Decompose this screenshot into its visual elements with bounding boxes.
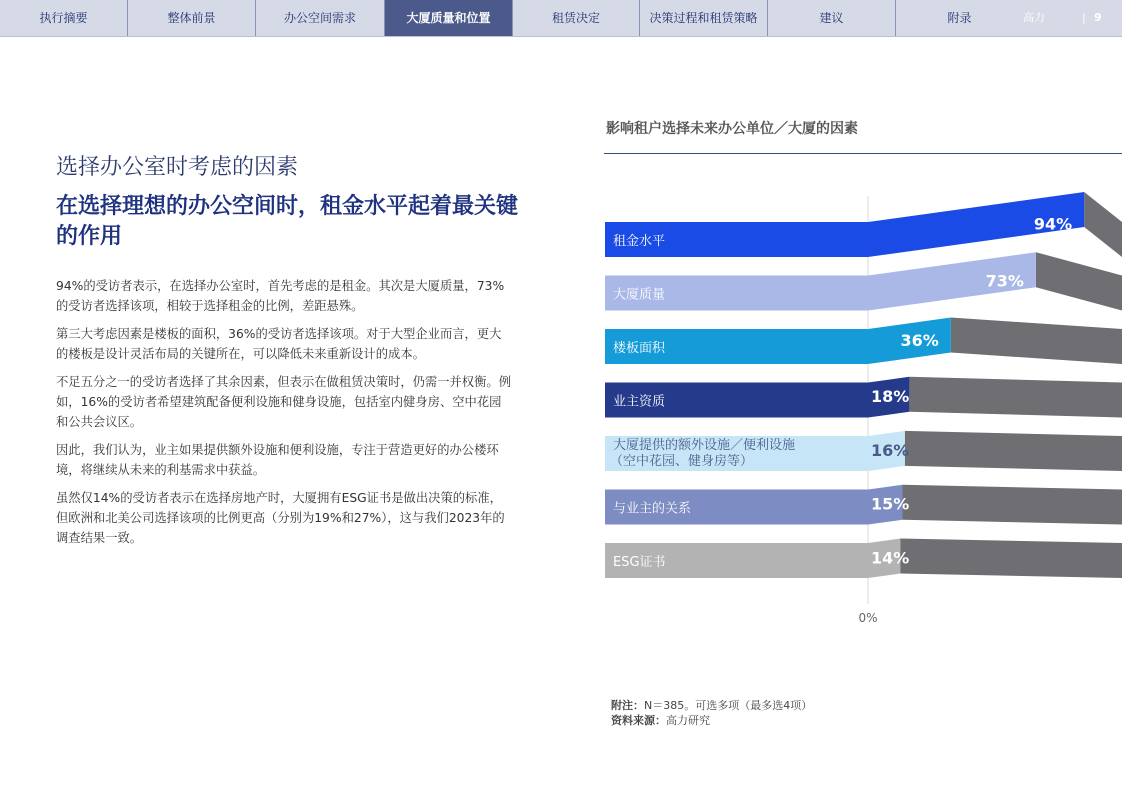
tab-7[interactable]: 建议 <box>768 0 896 36</box>
category-label: 大厦提供的额外设施／便利设施 <box>613 438 796 453</box>
tab-4[interactable]: 大厦质量和位置 <box>385 0 513 36</box>
value-label: 14% <box>871 548 910 568</box>
chart-title: 影响租户选择未来办公单位／大厦的因素 <box>606 121 858 137</box>
tab-8[interactable]: 附录 <box>947 11 972 25</box>
value-label: 94% <box>1033 214 1073 234</box>
category-label: 业主资质 <box>613 394 666 410</box>
bar-side-face <box>1036 252 1122 310</box>
tab-2[interactable]: 整体前景 <box>128 0 256 36</box>
category-label-line2: （空中花园、健身房等） <box>610 454 754 469</box>
note-text: N＝385。可选多项（最多选4项） <box>644 699 813 712</box>
bar-side-face <box>1084 192 1122 257</box>
brand-name: 高力 <box>1023 11 1045 24</box>
value-label: 18% <box>871 387 910 407</box>
value-label: 73% <box>985 271 1024 291</box>
category-label: 大厦质量 <box>613 287 666 303</box>
category-label: ESG证书 <box>613 555 666 570</box>
bar-side-face <box>905 431 1122 471</box>
source-text: 高力研究 <box>666 714 710 727</box>
value-label: 16% <box>871 440 910 460</box>
value-label: 36% <box>900 330 939 350</box>
value-label: 15% <box>871 494 910 514</box>
page-separator: | <box>1082 11 1086 24</box>
bar-side-face <box>951 318 1122 364</box>
category-label: 租金水平 <box>613 234 666 249</box>
body-paragraph: 虽然仅14%的受访者表示在选择房地产时，大厦拥有ESG证书是做出决策的标准，但欧洲和北美公司选择该项的比例更高（分别为19%和27%），这与我们2023年的调查结果一致。 <box>56 491 505 545</box>
bar-side-face <box>909 377 1122 418</box>
category-label: 与业主的关系 <box>613 501 692 517</box>
headline: 在选择理想的办公空间时，租金水平起着最关键的作用 <box>56 194 519 249</box>
tab-6[interactable]: 决策过程和租赁策略 <box>640 0 768 36</box>
category-label: 楼板面积 <box>613 341 666 356</box>
section-title: 选择办公室时考虑的因素 <box>56 155 299 180</box>
chart-notes <box>611 698 812 728</box>
bar-side-face <box>903 485 1122 525</box>
tab-1[interactable]: 执行摘要 <box>0 0 128 36</box>
body-paragraph: 因此，我们认为，业主如果提供额外设施和便利设施，专注于营造更好的办公楼环境，将继续从未来的利基需求中获益。 <box>56 443 499 477</box>
axis-zero-label: 0% <box>858 611 878 625</box>
body-paragraph: 第三大考虑因素是楼板的面积，36%的受访者选择该项。对于大型企业而言，更大的楼板是设计灵活布局的关键所在，可以降低未来重新设计的成本。 <box>56 327 502 361</box>
body-paragraph: 94%的受访者表示，在选择办公室时，首先考虑的是租金。其次是大厦质量，73%的受访者选择该项，相较于选择租金的比例，差距悬殊。 <box>56 279 505 313</box>
note-label: 附注： <box>611 699 644 712</box>
source-label: 资料来源： <box>611 714 666 727</box>
tab-3[interactable]: 办公空间需求 <box>256 0 385 36</box>
tab-5[interactable]: 租赁决定 <box>513 0 640 36</box>
bar-side-face <box>900 539 1122 578</box>
body-paragraph: 不足五分之一的受访者选择了其余因素，但表示在做租赁决策时，仍需一并权衡。例如，16%的受访者希望建筑配备便利设施和健身设施，包括室内健身房、空中花园和公共会议区。 <box>56 375 511 429</box>
page-number: 9 <box>1094 11 1102 24</box>
